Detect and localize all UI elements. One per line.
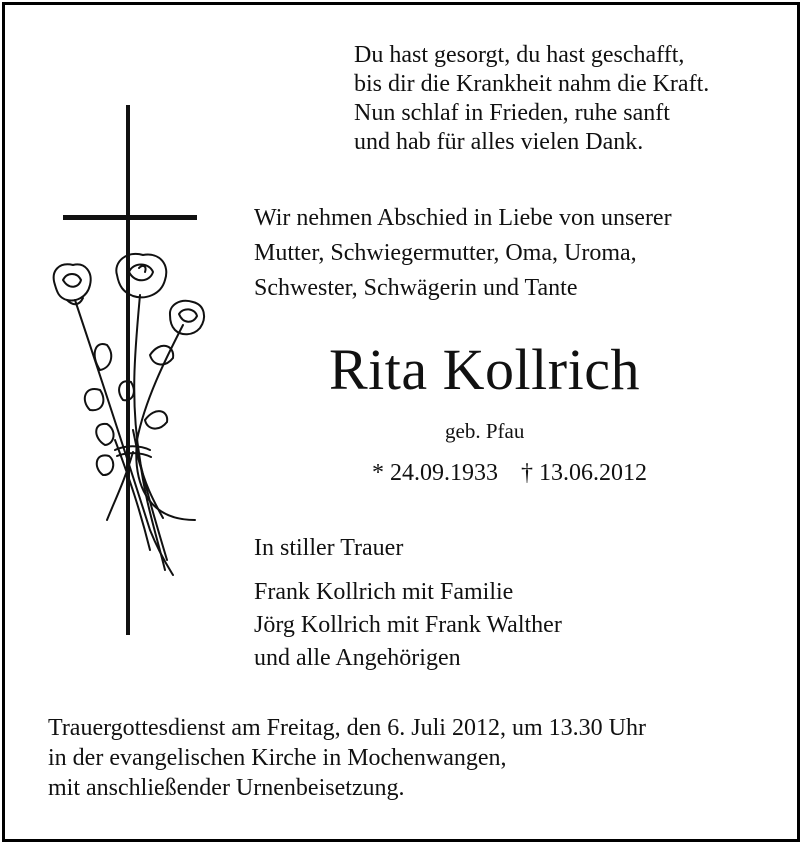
poem-line: Nun schlaf in Frieden, ruhe sanft <box>354 100 670 126</box>
poem <box>354 41 709 157</box>
intro-line: Mutter, Schwiegermutter, Oma, Uroma, <box>254 240 637 266</box>
birth-date: * 24.09.1933 <box>372 460 498 486</box>
mourners-list <box>254 576 562 675</box>
mourner-line: Frank Kollrich mit Familie <box>254 579 514 605</box>
farewell-intro <box>254 201 672 306</box>
mourner-line: und alle Angehörigen <box>254 645 461 671</box>
poem-line: Du hast gesorgt, du hast geschafft, <box>354 42 685 68</box>
obituary-frame <box>2 2 800 842</box>
intro-line: Schwester, Schwägerin und Tante <box>254 275 578 301</box>
mourner-line: Jörg Kollrich mit Frank Walther <box>254 612 562 638</box>
birth-name: geb. Pfau <box>445 419 525 443</box>
service-line: in der evangelischen Kirche in Mochenwangen, <box>48 745 507 771</box>
service-info <box>48 713 646 803</box>
poem-line: und hab für alles vielen Dank. <box>354 129 644 155</box>
intro-line: Wir nehmen Abschied in Liebe von unserer <box>254 205 672 231</box>
death-date: † 13.06.2012 <box>521 460 647 486</box>
service-line: Trauergottesdienst am Freitag, den 6. Juli 2012, um 13.30 Uhr <box>48 715 646 741</box>
cross-roses-illustration <box>45 100 215 645</box>
service-line: mit anschließender Urnenbeisetzung. <box>48 775 405 801</box>
mourning-label: In stiller Trauer <box>254 535 404 561</box>
cross-icon <box>63 105 197 635</box>
poem-line: bis dir die Krankheit nahm die Kraft. <box>354 71 710 97</box>
deceased-name: Rita Kollrich <box>329 337 640 402</box>
